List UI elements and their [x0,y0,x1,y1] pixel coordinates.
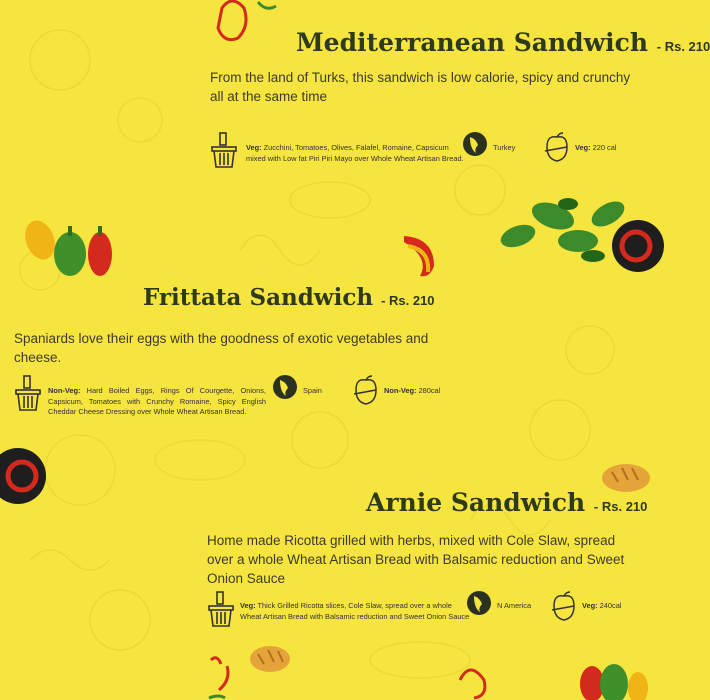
origin-text: Spain [303,386,322,395]
calories-group [543,131,617,165]
basket-icon [207,590,235,628]
menu-item-mediterranean [0,0,710,200]
ingredients-list: Thick Grilled Ricotta slices, Cole Slaw, spread over a whole Wheat Artisan Bread with Balsamic reduction and Sweet Onion Sauce [240,601,470,621]
item-title-text: Mediterranean Sandwich [296,28,649,57]
calories-label: Veg: [575,143,591,152]
calories-text [575,143,617,154]
calories-text [384,386,440,397]
item-description: Home made Ricotta grilled with herbs, mixed with Cole Slaw, spread over a whole Wheat Artisan Bread with Balsamic reduction and Sweet Onion Sauce [207,533,625,586]
item-title-text: Frittata Sandwich [143,284,374,311]
ingredients-text [48,386,266,418]
calories-text [582,601,621,612]
calories-label: Non-Veg: [384,386,417,395]
ingredients-list: Hard Boiled Eggs, Rings Of Courgette, Onions, Capsicum, Tomatoes with Crunchy Romaine, Spicy English Cheddar Cheese Dressing over Whole Wheat Artisan Bread. [48,386,266,416]
item-description: From the land of Turks, this sandwich is low calorie, spicy and crunchy all at the same time [210,70,631,104]
apple-tape-icon [543,131,571,165]
item-title [366,488,647,517]
ingredients-list: Zucchini, Tomatoes, Olives, Falafel, Romaine, Capsicum mixed with Low fat Piri Piri Mayo over Whole Wheat Artisan Bread. [246,143,464,163]
item-price: - Rs. 210 [381,293,435,308]
apple-tape-icon [352,374,380,408]
basket-icon [210,131,238,169]
bell-peppers-bottom [578,650,650,700]
basket-icon [14,374,42,412]
globe-icon [272,374,298,400]
item-price: - Rs. 210 [593,499,648,514]
item-title [143,284,435,311]
origin-text: N America [497,601,532,610]
ingredients-label: Veg: [246,143,262,152]
ingredients-text [246,143,464,164]
calories-label: Veg: [582,601,598,610]
ingredients-group [207,590,470,628]
apple-tape-icon [550,590,578,624]
origin-group [462,131,515,157]
ingredients-group [14,374,266,418]
ingredients-group [210,131,464,169]
item-description: Spaniards love their eggs with the goodness of exotic vegetables and cheese. [14,331,429,365]
calories-value: 240cal [599,601,622,610]
chili-outline-bottom [205,650,245,700]
origin-group [272,374,322,400]
calories-group [550,590,621,624]
globe-icon [462,131,488,157]
menu-item-frittata [0,270,650,450]
ingredients-label: Non-Veg: [48,386,81,395]
item-price: - Rs. 210 [656,39,710,54]
ingredients-label: Veg: [240,601,256,610]
pepper-outline-bottom [450,660,500,700]
ingredients-text [240,601,470,622]
logo-badge-right [606,218,650,274]
menu-item-arnie [0,480,650,650]
calories-value: 280cal [418,386,441,395]
calories-group [352,374,440,408]
item-title-text: Arnie Sandwich [366,488,586,517]
calories-value: 220 cal [592,143,617,152]
origin-text: Turkey [493,143,516,152]
globe-icon [466,590,492,616]
item-title [296,28,710,57]
origin-group [466,590,531,616]
